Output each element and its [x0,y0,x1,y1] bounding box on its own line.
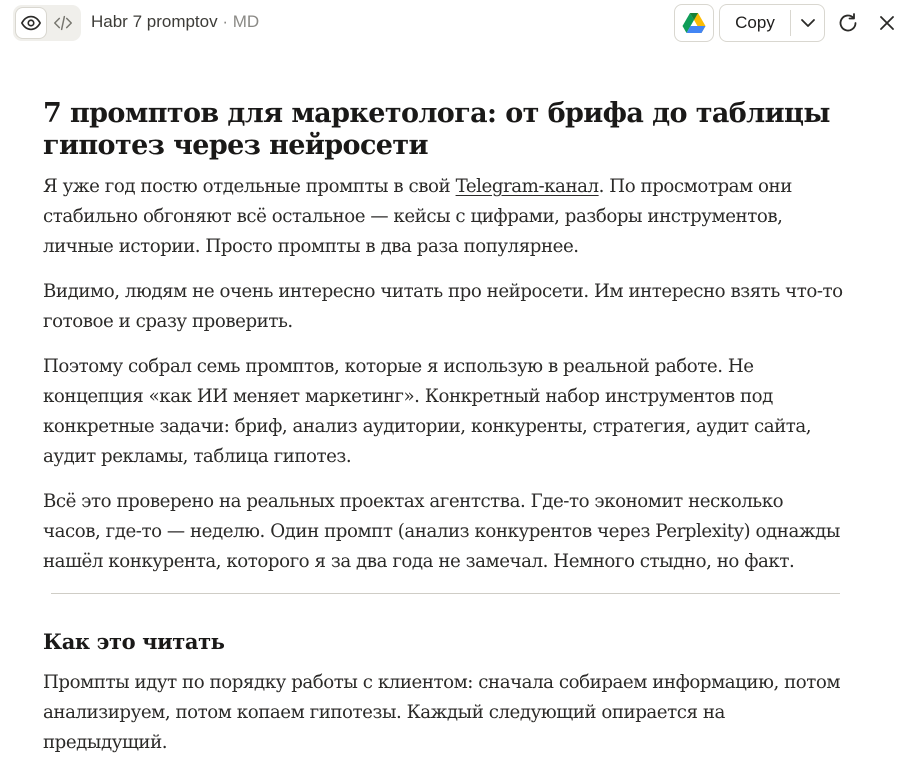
section-divider [51,593,840,594]
intro-text-end: . По просмотрам они стабильно обгоняют всё остальное — кейсы с цифрами, разборы инструментов, личные истории. Просто промпты в два раза популярнее. [43,176,792,257]
paragraph: Всё это проверено на реальных проектах агентства. Где-то экономит несколько часов, где-то — неделю. Один промпт (анализ конкурентов через Perplexity) однажды нашёл конкурента, которого я за два года не замечал. Немного стыдно, но факт. [43,491,840,572]
code-icon [52,12,74,34]
eye-icon [20,12,42,34]
code-view-button[interactable] [48,8,78,38]
article-title: 7 промптов для маркетолога: от брифа до таблицы гипотез через нейросети [43,98,830,161]
refresh-button[interactable] [834,9,862,37]
save-to-drive-button[interactable] [674,4,714,42]
paragraph: Поэтому собрал семь промптов, которые я использую в реальной работе. Не концепция «как ИИ меняет маркетинг». Конкретный набор инструментов под конкретные задачи: бриф, анализ аудитории, конкуренты, стратегия, аудит сайта, аудит рекламы, таблица гипотез. [43,356,812,467]
chevron-down-icon [798,13,818,33]
telegram-channel-link[interactable]: Telegram-канал [455,176,599,197]
copy-button[interactable]: Copy [735,13,775,32]
view-mode-toggle [13,5,81,41]
intro-paragraph [43,172,843,262]
paragraph: Видимо, людям не очень интересно читать про нейросети. Им интересно взять что-то готовое и сразу проверить. [43,281,843,332]
title-separator: · [217,12,233,31]
file-name: Habr 7 promptov [91,12,218,31]
file-title [91,12,259,32]
copy-button-group [719,4,825,42]
refresh-icon [836,11,860,35]
preview-button[interactable] [16,8,46,38]
close-button[interactable] [874,9,900,37]
document-content [43,98,843,773]
close-icon [878,14,896,32]
paragraph: Промпты идут по порядку работы с клиентом: сначала собираем информацию, потом анализируем, потом копаем гипотезы. Каждый следующий опирается на предыдущий. [43,672,841,753]
section-heading: Как это читать [43,629,225,654]
intro-text-start: Я уже год постю отдельные промпты в свой [43,176,456,197]
google-drive-icon [682,12,706,34]
artifact-header [0,0,900,46]
copy-options-button[interactable] [791,5,825,41]
file-extension: MD [232,12,260,31]
